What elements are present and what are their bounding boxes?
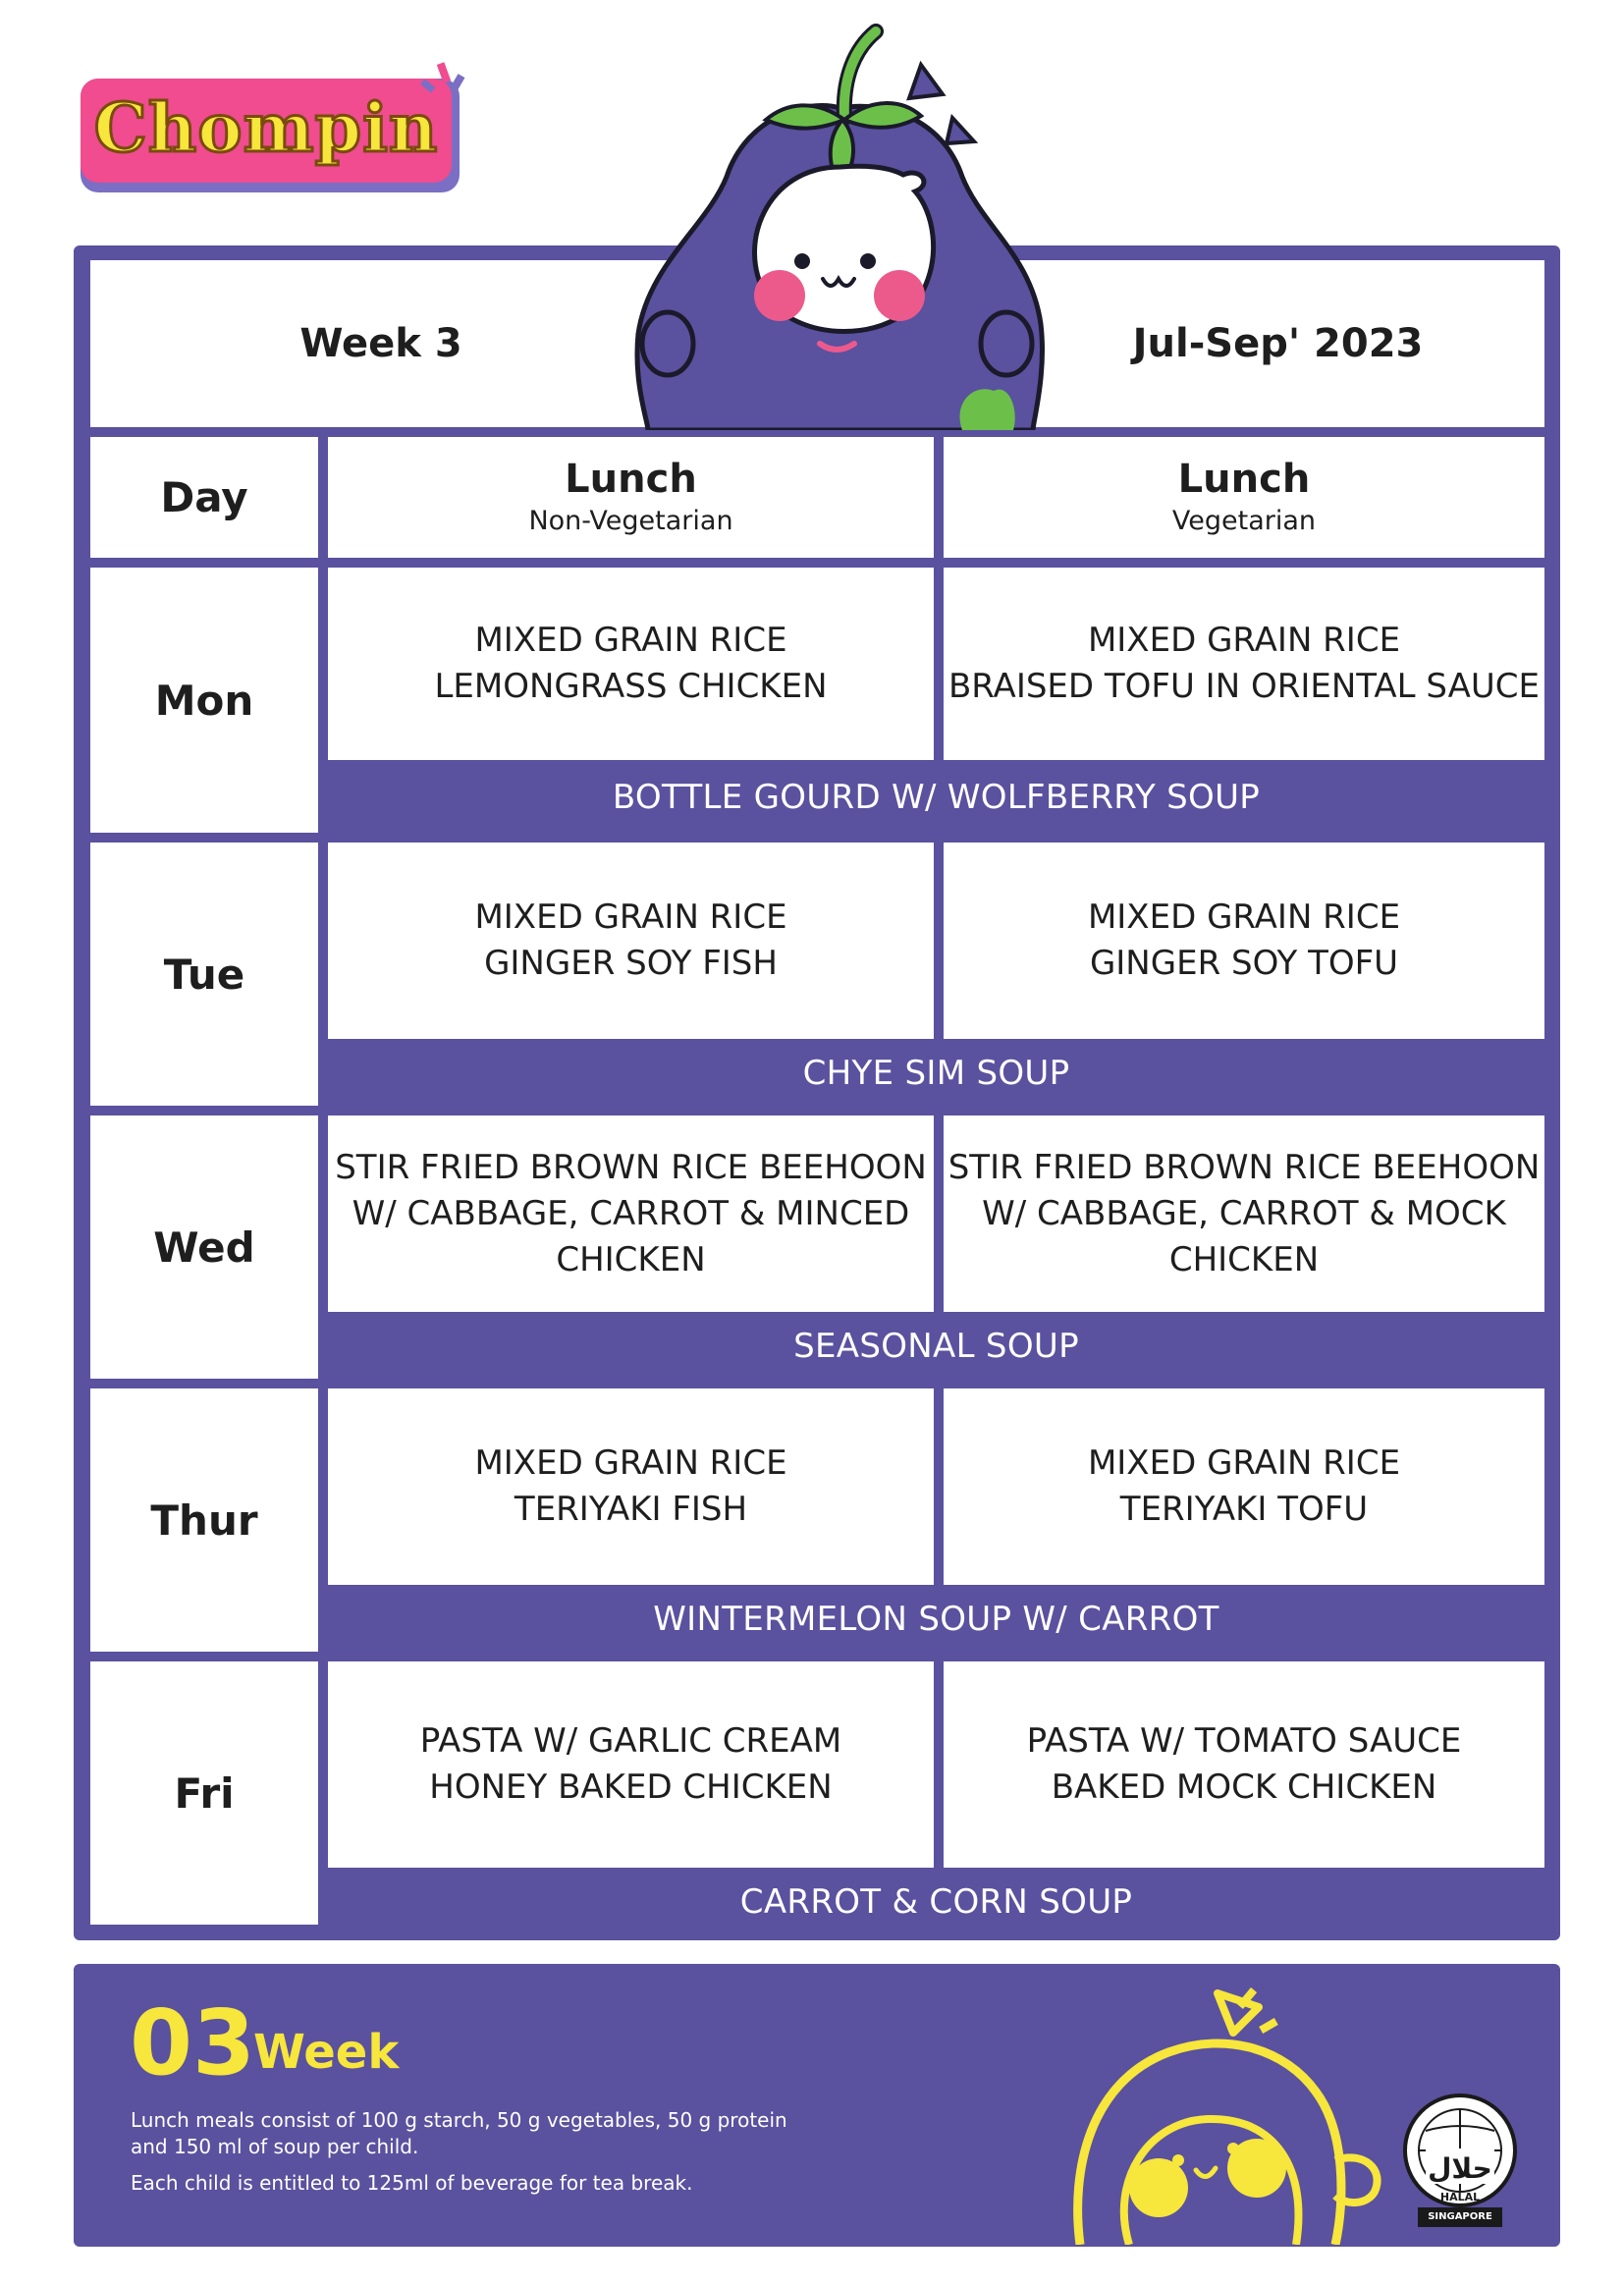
meal-cell-nonveg	[328, 568, 934, 760]
day-label: Wed	[153, 1223, 255, 1272]
meal-line: GINGER SOY FISH	[484, 944, 778, 983]
halal-certification-badge	[1396, 2092, 1524, 2229]
veg-column-title: Lunch	[1177, 456, 1311, 502]
week-title: Week 3	[299, 321, 462, 366]
meal-line: PASTA W/ TOMATO SAUCE	[1026, 1721, 1462, 1761]
period-title: Jul-Sep' 2023	[1132, 321, 1424, 366]
soup-band: CHYE SIM SOUP	[802, 1054, 1070, 1093]
day-cell-fri	[90, 1661, 318, 1925]
meal-line: PASTA W/ GARLIC CREAM	[419, 1721, 842, 1761]
meal-line: CHICKEN	[1168, 1239, 1320, 1279]
eggplant-mascot-illustration	[609, 10, 1060, 430]
nonveg-column-header	[328, 437, 934, 558]
brand-name: Chompin	[93, 89, 439, 168]
meal-line: W/ CABBAGE, CARROT & MOCK	[982, 1193, 1506, 1233]
meal-cell-nonveg	[328, 1388, 934, 1585]
soup-band: CARROT & CORN SOUP	[739, 1882, 1133, 1922]
nonveg-column-title: Lunch	[565, 456, 697, 502]
day-cell-tue	[90, 843, 318, 1106]
meal-cell-nonveg	[328, 1661, 934, 1868]
day-cell-wed	[90, 1115, 318, 1379]
soup-band: WINTERMELON SOUP W/ CARROT	[653, 1600, 1219, 1639]
meal-line: TERIYAKI FISH	[514, 1490, 748, 1529]
soup-band: BOTTLE GOURD W/ WOLFBERRY SOUP	[612, 778, 1261, 817]
day-label: Mon	[154, 676, 254, 725]
week-label: Week	[253, 2025, 400, 2080]
meal-line: TERIYAKI TOFU	[1119, 1490, 1369, 1529]
meal-line: MIXED GRAIN RICE	[474, 897, 787, 937]
day-column-header	[90, 437, 318, 558]
chompin-logo	[81, 79, 460, 192]
meal-line: MIXED GRAIN RICE	[474, 621, 787, 660]
meal-line: W/ CABBAGE, CARROT & MINCED	[352, 1193, 910, 1233]
halal-arabic-text: حلال	[1428, 2152, 1492, 2185]
meal-line: HONEY BAKED CHICKEN	[429, 1767, 833, 1807]
meal-cell-nonveg	[328, 1115, 934, 1312]
meal-line: CHICKEN	[556, 1239, 706, 1279]
veg-column-subtitle: Vegetarian	[1171, 505, 1317, 536]
meal-line: MIXED GRAIN RICE	[1087, 621, 1401, 660]
meal-line: GINGER SOY TOFU	[1089, 944, 1399, 983]
nonveg-column-subtitle: Non-Vegetarian	[528, 505, 733, 536]
sparkle-icon	[414, 61, 473, 110]
meal-line: MIXED GRAIN RICE	[1087, 897, 1401, 937]
meal-cell-veg	[944, 1115, 1544, 1312]
meal-cell-nonveg	[328, 843, 934, 1039]
meal-cell-veg	[944, 1661, 1544, 1868]
footer-note-beverage: Each child is entitled to 125ml of beverage for tea break.	[131, 2171, 693, 2195]
meal-line: BRAISED TOFU IN ORIENTAL SAUCE	[947, 667, 1540, 706]
meal-line: STIR FRIED BROWN RICE BEEHOON	[335, 1147, 927, 1187]
meal-cell-veg	[944, 843, 1544, 1039]
halal-country: SINGAPORE	[1428, 2211, 1492, 2222]
day-label: Fri	[174, 1768, 235, 1818]
day-cell-mon	[90, 568, 318, 833]
halal-label: HALAL	[1439, 2191, 1481, 2203]
week-number: 03	[130, 1990, 256, 2095]
meal-line: LEMONGRASS CHICKEN	[434, 667, 828, 706]
header-period-cell	[1011, 260, 1544, 427]
meal-line: BAKED MOCK CHICKEN	[1051, 1767, 1437, 1807]
header-week-cell	[90, 260, 672, 427]
footer-note-portion: Lunch meals consist of 100 g starch, 50 g vegetables, 50 g protein and 150 ml of soup per child.	[131, 2108, 787, 2158]
meal-line: MIXED GRAIN RICE	[1087, 1443, 1401, 1483]
day-column-label: Day	[160, 473, 248, 521]
day-label: Thur	[150, 1495, 258, 1545]
veg-column-header	[944, 437, 1544, 558]
meal-cell-veg	[944, 1388, 1544, 1585]
day-label: Tue	[163, 950, 245, 999]
soup-band: SEASONAL SOUP	[793, 1327, 1079, 1366]
meal-line: MIXED GRAIN RICE	[474, 1443, 787, 1483]
mascot-outline-illustration	[1051, 1974, 1404, 2245]
meal-cell-veg	[944, 568, 1544, 760]
meal-line: STIR FRIED BROWN RICE BEEHOON	[947, 1147, 1541, 1187]
day-cell-thur	[90, 1388, 318, 1652]
